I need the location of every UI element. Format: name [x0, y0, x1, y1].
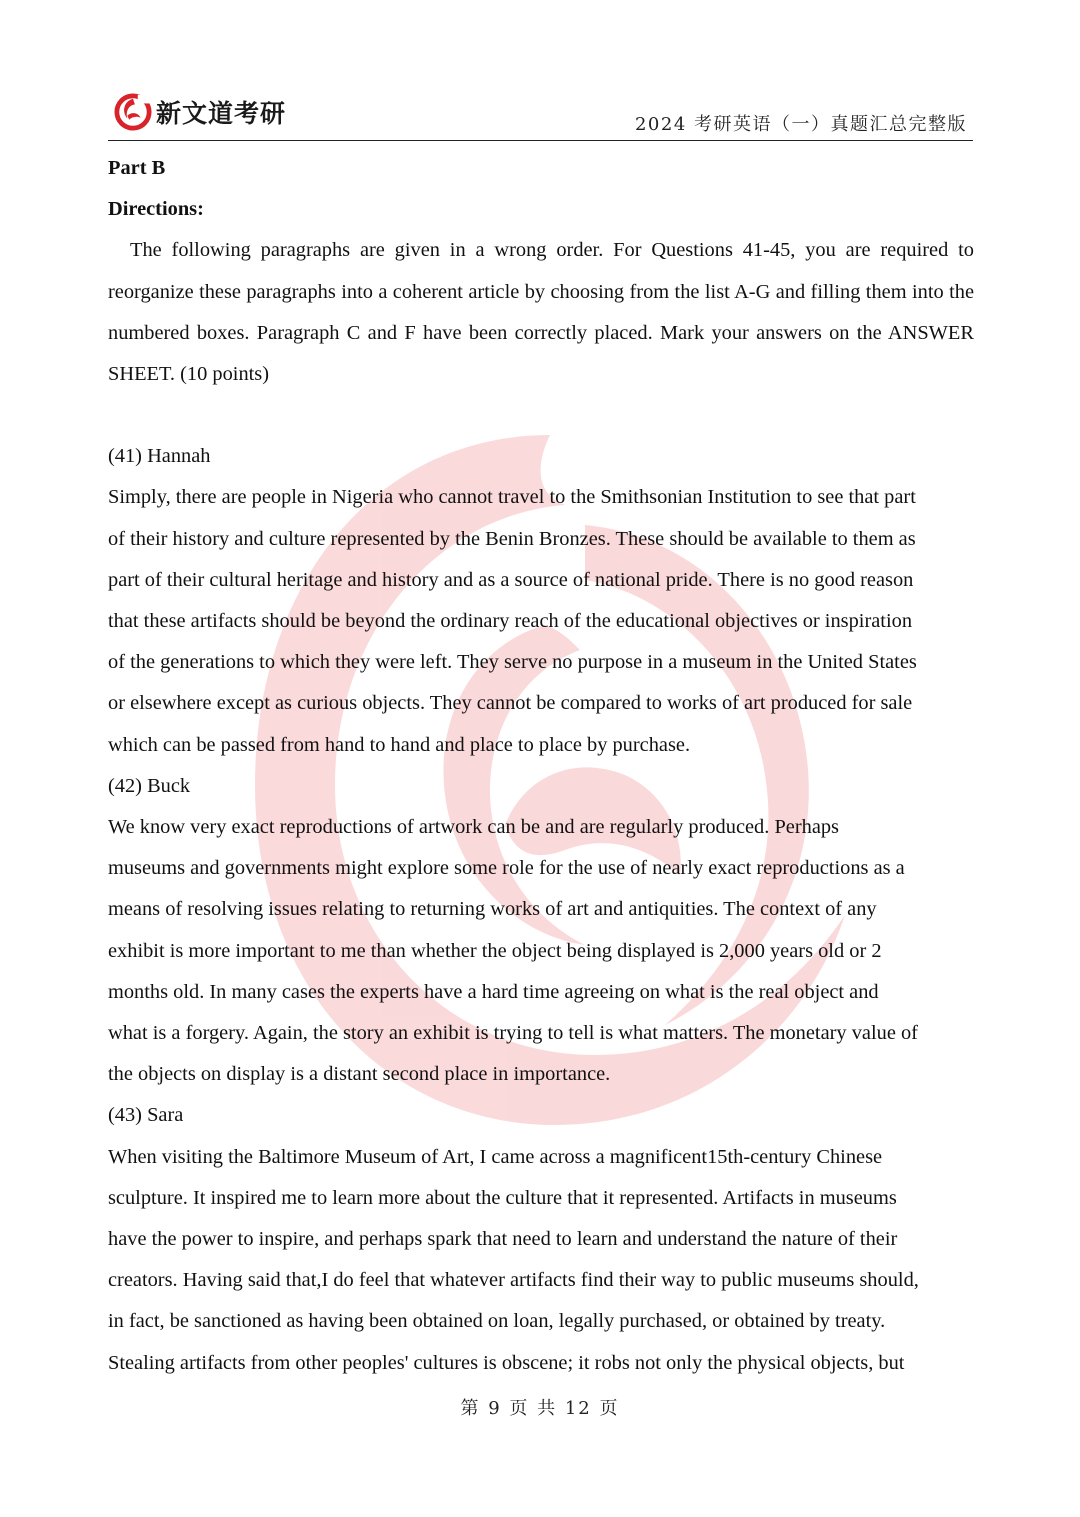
- part-title: Part B: [108, 157, 166, 179]
- text-line: that these artifacts should be beyond the ordinary reach of the educational objectives or inspiration: [108, 610, 913, 633]
- text-line: have the power to inspire, and perhaps spark that need to learn and understand the nature of their: [108, 1228, 898, 1251]
- text-line: museums and governments might explore some role for the use of nearly exact reproductions as a: [108, 857, 905, 880]
- text-line: the objects on display is a distant second place in importance.: [108, 1063, 611, 1086]
- text-line: of their history and culture represented by the Benin Bronzes. These should be available to them as: [108, 527, 916, 550]
- comment-42: [108, 766, 974, 1096]
- text-line: of the generations to which they were left. They serve no purpose in a museum in the United States: [108, 651, 917, 674]
- comment-41: [108, 436, 974, 766]
- directions-text: The following paragraphs are given in a wrong order. For Questions 41-45, you are required to reorganize these paragraphs into a coherent article by choosing from the list A-G and filling them into the numbered boxes. Paragraph C and F have been correctly placed. Mark your answers on the ANSWER SHEET. (10 points): [108, 239, 974, 386]
- text-line: means of resolving issues relating to returning works of art and antiquities. The context of any: [108, 898, 877, 921]
- text-line: or elsewhere except as curious objects. They cannot be compared to works of art produced for sale: [108, 692, 913, 715]
- comment-heading: (42) Buck: [108, 774, 191, 797]
- page-content: [108, 148, 974, 1384]
- text-line: Simply, there are people in Nigeria who cannot travel to the Smithsonian Institution to see that part: [108, 486, 916, 509]
- text-line: creators. Having said that,I do feel that whatever artifacts find their way to public museums should,: [108, 1269, 919, 1292]
- blank-line: [108, 395, 974, 436]
- text-line: sculpture. It inspired me to learn more about the culture that it represented. Artifacts in museums: [108, 1186, 897, 1209]
- page-header: [108, 88, 973, 141]
- brand-logo: [114, 90, 286, 134]
- text-line: what is a forgery. Again, the story an exhibit is trying to tell is what matters. The monetary value of: [108, 1022, 918, 1045]
- comment-body: [108, 477, 974, 765]
- logo-text: 新文道考研: [156, 99, 287, 128]
- page-number-footer: 第 9 页 共 12 页: [460, 1398, 620, 1419]
- comment-heading: (43) Sara: [108, 1104, 184, 1127]
- text-line: We know very exact reproductions of artwork can be and are regularly produced. Perhaps: [108, 816, 839, 839]
- text-line: months old. In many cases the experts have a hard time agreeing on what is the real object and: [108, 980, 879, 1003]
- text-line: part of their cultural heritage and history and as a source of national pride. There is no good reason: [108, 568, 914, 591]
- text-line: exhibit is more important to me than whether the object being displayed is 2,000 years old or 2: [108, 939, 882, 962]
- text-line: in fact, be sanctioned as having been obtained on loan, legally purchased, or obtained by treaty.: [108, 1310, 886, 1333]
- text-line: When visiting the Baltimore Museum of Art, I came across a magnificent15th-century Chinese: [108, 1145, 883, 1168]
- text-line: Stealing artifacts from other peoples' cultures is obscene; it robs not only the physical objects, but: [108, 1351, 905, 1374]
- comment-43: [108, 1095, 974, 1383]
- comment-heading: (41) Hannah: [108, 445, 211, 468]
- document-title: 2024 考研英语（一）真题汇总完整版: [634, 114, 967, 135]
- comment-body: [108, 1137, 974, 1384]
- directions-title: Directions:: [108, 198, 204, 221]
- text-line: which can be passed from hand to hand and place to place by purchase.: [108, 733, 691, 756]
- comment-body: [108, 807, 974, 1095]
- phoenix-logo-icon: [114, 93, 152, 131]
